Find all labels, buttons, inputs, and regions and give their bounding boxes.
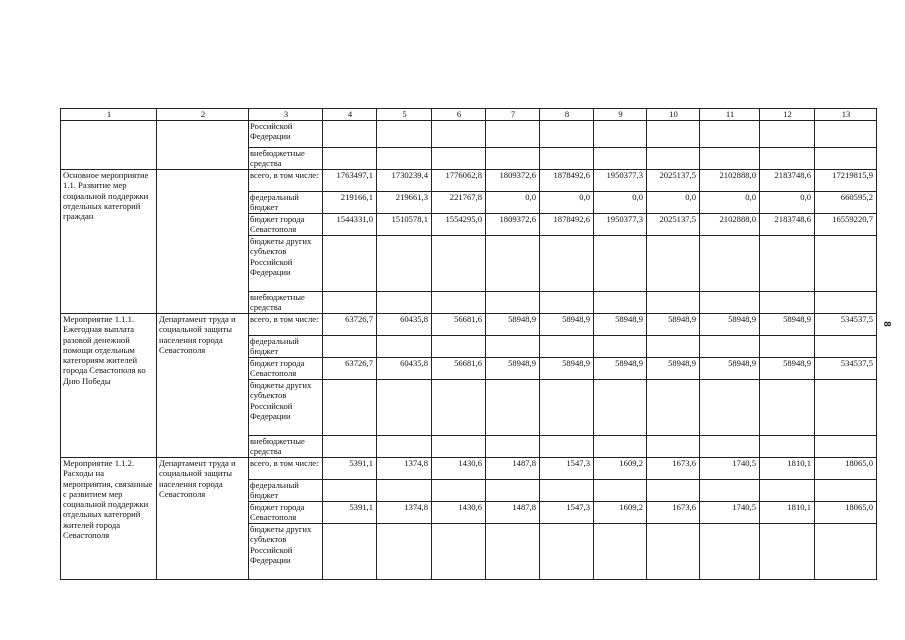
column-header: 4 [323,109,377,121]
value-cell: 1810,1 [760,458,815,480]
value-cell: 58948,9 [700,314,760,336]
value-cell: 58948,9 [760,358,815,380]
value-cell [377,380,432,436]
value-cell [323,380,377,436]
funding-source: бюджет города Севастополя [249,502,323,524]
value-cell [377,524,432,580]
value-cell [815,480,877,502]
value-cell [815,148,877,170]
value-cell: 1547,3 [540,458,594,480]
value-cell: 1810,1 [760,502,815,524]
value-cell: 58948,9 [760,314,815,336]
value-cell [432,336,486,358]
value-cell [540,121,594,148]
value-cell: 1950377,3 [594,170,647,192]
value-cell [700,336,760,358]
value-cell [377,480,432,502]
value-cell [647,336,700,358]
value-cell [594,380,647,436]
funding-source: федеральный бюджет [249,336,323,358]
value-cell: 534537,5 [815,358,877,380]
value-cell: 0,0 [540,192,594,214]
value-cell [432,380,486,436]
value-cell [594,236,647,292]
funding-source: бюджеты других субъектов Российской Федерации [249,524,323,580]
value-cell: 2025137,5 [647,214,700,236]
value-cell [377,292,432,314]
value-cell [377,121,432,148]
header-row [61,109,877,121]
value-cell [377,148,432,170]
value-cell: 5391,1 [323,458,377,480]
value-cell [647,436,700,458]
value-cell [700,380,760,436]
value-cell: 58948,9 [540,314,594,336]
value-cell: 58948,9 [486,358,540,380]
value-cell [432,236,486,292]
value-cell [594,480,647,502]
executor [157,170,249,314]
value-cell [377,336,432,358]
value-cell [432,292,486,314]
value-cell [323,524,377,580]
value-cell [323,436,377,458]
value-cell: 2183748,6 [760,170,815,192]
value-cell: 18065,0 [815,458,877,480]
value-cell: 0,0 [700,192,760,214]
value-cell [760,292,815,314]
value-cell [700,436,760,458]
value-cell [432,480,486,502]
value-cell: 1430,6 [432,458,486,480]
value-cell: 2025137,5 [647,170,700,192]
value-cell: 60435,8 [377,358,432,380]
funding-source: внебюджетные средства [249,292,323,314]
value-cell [647,236,700,292]
value-cell [594,336,647,358]
value-cell [486,380,540,436]
value-cell: 56681,6 [432,314,486,336]
value-cell: 58948,9 [700,358,760,380]
column-header: 7 [486,109,540,121]
value-cell [486,292,540,314]
continuation-cell [157,121,249,170]
value-cell: 1740,5 [700,502,760,524]
value-cell [760,380,815,436]
value-cell: 58948,9 [647,358,700,380]
value-cell [432,436,486,458]
value-cell: 221767,8 [432,192,486,214]
value-cell: 1609,2 [594,458,647,480]
value-cell [760,436,815,458]
value-cell: 1609,2 [594,502,647,524]
executor: Департамент труда и социальной защиты населения города Севастополя [157,458,249,580]
value-cell [540,236,594,292]
value-cell: 1673,6 [647,458,700,480]
value-cell [323,336,377,358]
value-cell: 1740,5 [700,458,760,480]
value-cell: 219661,3 [377,192,432,214]
funding-source: бюджеты других субъектов Российской Федерации [249,236,323,292]
value-cell [594,292,647,314]
value-cell: 219166,1 [323,192,377,214]
value-cell [486,524,540,580]
value-cell [486,436,540,458]
value-cell [815,380,877,436]
value-cell: 63726,7 [323,358,377,380]
value-cell [647,524,700,580]
value-cell [760,524,815,580]
value-cell [647,148,700,170]
value-cell [700,524,760,580]
value-cell [594,436,647,458]
column-header: 5 [377,109,432,121]
value-cell [540,480,594,502]
funding-source: внебюджетные средства [249,148,323,170]
value-cell [377,436,432,458]
value-cell: 660595,2 [815,192,877,214]
value-cell [432,148,486,170]
funding-source: всего, в том числе: [249,170,323,192]
value-cell: 17219815,9 [815,170,877,192]
activity-name: Мероприятие 1.1.2. Расходы на мероприятия, связанные с развитием мер социальной поддержки отдельных категорий жителей города Севастополя [61,458,157,580]
value-cell [486,121,540,148]
value-cell: 1487,8 [486,502,540,524]
funding-source: федеральный бюджет [249,192,323,214]
table-row [61,458,877,480]
funding-source: всего, в том числе: [249,314,323,336]
value-cell [700,148,760,170]
value-cell: 5391,1 [323,502,377,524]
table-row [61,170,877,192]
value-cell: 1374,8 [377,502,432,524]
value-cell [815,292,877,314]
value-cell [594,148,647,170]
funding-source: всего, в том числе: [249,458,323,480]
value-cell [700,480,760,502]
value-cell: 58948,9 [540,358,594,380]
value-cell: 1374,8 [377,458,432,480]
value-cell: 18065,0 [815,502,877,524]
column-header: 13 [815,109,877,121]
value-cell [377,236,432,292]
value-cell [760,480,815,502]
value-cell: 58948,9 [594,314,647,336]
value-cell: 63726,7 [323,314,377,336]
funding-source: внебюджетные средства [249,436,323,458]
funding-source: федеральный бюджет [249,480,323,502]
column-header: 3 [249,109,323,121]
value-cell [594,524,647,580]
value-cell [815,236,877,292]
value-cell [540,524,594,580]
activity-name: Основное мероприятие 1.1. Развитие мер социальной поддержки отдельных категорий граждан [61,170,157,314]
value-cell [815,121,877,148]
value-cell [323,236,377,292]
column-header: 11 [700,109,760,121]
value-cell [540,436,594,458]
value-cell: 1950377,3 [594,214,647,236]
value-cell [323,292,377,314]
value-cell [486,236,540,292]
column-header: 10 [647,109,700,121]
funding-source: Российской Федерации [249,121,323,148]
value-cell: 1487,8 [486,458,540,480]
funding-source: бюджет города Севастополя [249,214,323,236]
value-cell [540,380,594,436]
value-cell: 1554295,0 [432,214,486,236]
continuation-cell [61,121,157,170]
value-cell [486,336,540,358]
executor: Департамент труда и социальной защиты населения города Севастополя [157,314,249,458]
budget-table [60,108,877,580]
value-cell: 0,0 [486,192,540,214]
value-cell [432,121,486,148]
value-cell [700,121,760,148]
value-cell: 2102888,0 [700,170,760,192]
value-cell: 2102888,0 [700,214,760,236]
activity-name: Мероприятие 1.1.1. Ежегодная выплата разовой денежной помощи отдельным категориям жителей города Севастополя ко Дню Победы [61,314,157,458]
value-cell: 1776062,8 [432,170,486,192]
column-header: 6 [432,109,486,121]
value-cell [815,524,877,580]
value-cell: 2183748,6 [760,214,815,236]
value-cell: 1878492,6 [540,170,594,192]
value-cell: 1809372,6 [486,214,540,236]
value-cell: 0,0 [760,192,815,214]
value-cell: 56681,6 [432,358,486,380]
value-cell [647,121,700,148]
value-cell [486,148,540,170]
value-cell [815,436,877,458]
table-row [61,121,877,148]
value-cell: 1809372,6 [486,170,540,192]
value-cell: 1878492,6 [540,214,594,236]
value-cell [760,336,815,358]
value-cell: 1673,6 [647,502,700,524]
value-cell [540,336,594,358]
page-number: 8 [880,321,893,327]
column-header: 8 [540,109,594,121]
value-cell: 534537,5 [815,314,877,336]
value-cell [647,480,700,502]
value-cell: 0,0 [594,192,647,214]
value-cell: 58948,9 [594,358,647,380]
value-cell [323,121,377,148]
value-cell [594,121,647,148]
value-cell [647,380,700,436]
value-cell [323,148,377,170]
value-cell: 58948,9 [486,314,540,336]
value-cell [323,480,377,502]
column-header: 12 [760,109,815,121]
value-cell [486,480,540,502]
value-cell [700,292,760,314]
value-cell: 60435,8 [377,314,432,336]
value-cell: 1730239,4 [377,170,432,192]
value-cell: 0,0 [647,192,700,214]
value-cell: 1763497,1 [323,170,377,192]
funding-source: бюджеты других субъектов Российской Федерации [249,380,323,436]
value-cell [540,292,594,314]
value-cell: 58948,9 [647,314,700,336]
column-header: 2 [157,109,249,121]
value-cell [700,236,760,292]
funding-source: бюджет города Севастополя [249,358,323,380]
value-cell [760,121,815,148]
value-cell: 1547,3 [540,502,594,524]
value-cell [760,236,815,292]
column-header: 1 [61,109,157,121]
table-row [61,314,877,336]
value-cell: 1544331,0 [323,214,377,236]
value-cell [432,524,486,580]
value-cell [815,336,877,358]
column-header: 9 [594,109,647,121]
value-cell [540,148,594,170]
value-cell: 1510578,1 [377,214,432,236]
value-cell [647,292,700,314]
value-cell: 16559220,7 [815,214,877,236]
value-cell [760,148,815,170]
value-cell: 1430,6 [432,502,486,524]
